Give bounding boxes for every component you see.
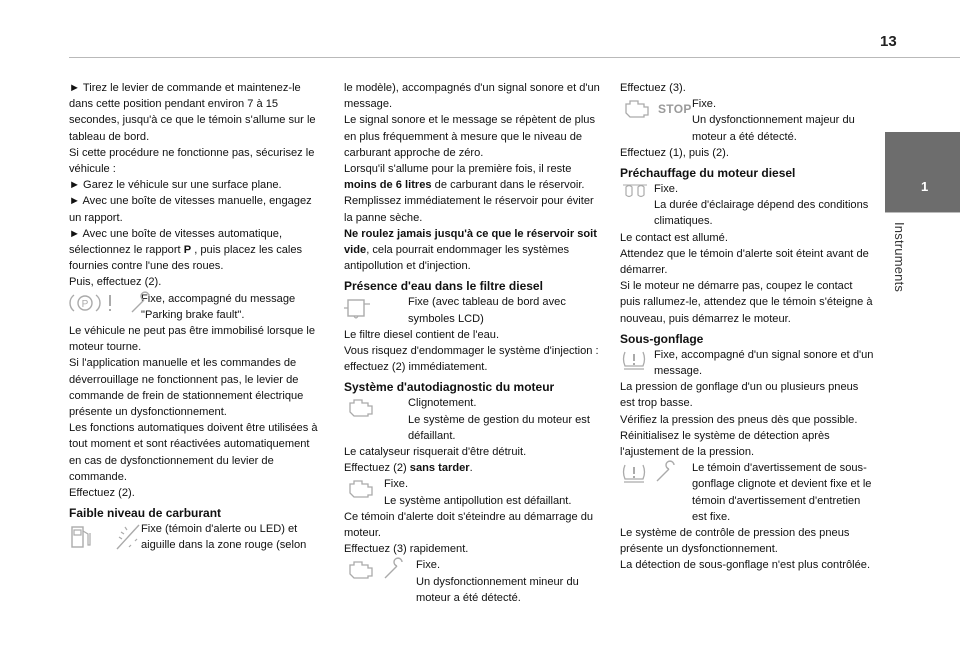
paragraph: Ce témoin d'alerte doit s'éteindre au démarrage du moteur. <box>344 510 594 540</box>
paragraph: Puis, effectuez (2). <box>69 276 162 289</box>
paragraph: Si cette procédure ne fonctionne pas, sécurisez le véhicule : <box>69 146 315 176</box>
engine-wrench-icons <box>344 557 408 589</box>
heading-low-fuel: Faible niveau de carburant <box>69 506 222 521</box>
warning-exclamation-icon <box>107 291 113 315</box>
paragraph: Réinitialisez le système de détection après l'ajustement de la pression. <box>620 429 830 459</box>
paragraph <box>344 226 603 275</box>
water-filter-icons <box>344 294 374 326</box>
section-title <box>891 222 907 317</box>
paragraph: Attendez que le témoin d'alerte soit éteint avant de démarrer. <box>620 247 869 277</box>
paragraph: Si l'application manuelle et les commandes de déverrouillage ne fonctionnent pas, le levier de commande de frein de stationnement électrique présente un dysfonctionnement. <box>69 357 304 419</box>
wrench-icon <box>129 291 153 315</box>
engine-icon <box>620 96 652 122</box>
text: Un dysfonctionnement mineur du moteur a été détecté. <box>416 575 579 604</box>
svg-text:P: P <box>81 298 89 310</box>
heading-diesel-preheating: Préchauffage du moteur diesel <box>620 166 796 181</box>
heading-engine-self-diagnosis: Système d'autodiagnostic du moteur <box>344 380 555 395</box>
engine-icon <box>344 557 376 583</box>
tyre-pressure-icons <box>620 347 648 379</box>
tyre-pressure-icon <box>620 460 648 486</box>
engine-icons <box>344 476 376 508</box>
column-2 <box>344 80 603 606</box>
bold-text: moins de 6 litres <box>344 179 432 192</box>
section-title-text: Instruments <box>892 222 907 293</box>
indicator-description <box>344 476 603 508</box>
paragraph: Le véhicule ne peut pas être immobilisé lorsque le moteur tourne. <box>69 325 316 354</box>
tab-divider <box>885 212 960 213</box>
text: Fixe. <box>692 98 717 111</box>
bold-text: P <box>183 244 192 257</box>
paragraph: Le catalyseur risquerait d'être détruit. <box>344 446 527 459</box>
wrench-icon <box>654 460 680 484</box>
paragraph: ► Avec une boîte de vitesses manuelle, engagez un rapport. <box>69 195 312 224</box>
section-tab[interactable] <box>885 132 960 212</box>
indicator-row <box>344 476 603 508</box>
text: de carburant dans le réservoir. Remplissez immédiatement le réservoir pour éviter la panne sèche. <box>344 179 594 224</box>
paragraph: le modèle), accompagnés d'un signal sonore et d'un message. <box>344 82 600 111</box>
text: Un dysfonctionnement majeur du moteur a été détecté. <box>692 114 855 143</box>
diesel-filter-icon <box>344 294 374 322</box>
text: Lorsqu'il s'allume pour la première fois, il reste <box>344 163 572 176</box>
paragraph: Vous risquez d'endommager le système d'injection : effectuez (2) immédiatement. <box>344 345 599 374</box>
indicator-row <box>620 347 874 379</box>
low-fuel-icons <box>69 521 143 553</box>
indicator-description: Fixe (avec tableau de bord avec symboles LCD) <box>408 296 566 325</box>
paragraph: Le système de contrôle de pression des pneus présente un dysfonctionnement. <box>620 527 850 556</box>
bold-text: sans tarder <box>409 462 470 475</box>
paragraph: La détection de sous-gonflage n'est plus contrôlée. <box>620 559 871 572</box>
fuel-pump-icon <box>69 521 93 551</box>
text: Effectuez (2) <box>344 462 410 475</box>
column-3 <box>620 80 874 574</box>
text: Fixe. <box>384 478 409 491</box>
engine-stop-icons <box>620 96 692 128</box>
text: Le système antipollution est défaillant. <box>384 494 572 507</box>
bold-text: Ne roulez jamais jusqu'à ce que le réservoir soit vide <box>344 227 597 257</box>
paragraph: Les fonctions automatiques doivent être utilisées à tout moment et sont réactivées automatiquement en cas de dysfonctionnement du levier de commande. <box>69 422 318 483</box>
indicator-row <box>620 460 874 525</box>
paragraph: Le filtre diesel contient de l'eau. <box>344 328 500 341</box>
indicator-description: Fixe (témoin d'alerte ou LED) et aiguille dans la zone rouge (selon <box>141 523 307 552</box>
heading-water-in-diesel-filter: Présence d'eau dans le filtre diesel <box>344 279 543 294</box>
paragraph: Le signal sonore et le message se répètent de plus en plus fréquemment à mesure que le niveau de carburant approche de zéro. <box>344 114 596 159</box>
text: , cela pourrait endommager les systèmes antipollution et d'injection. <box>344 244 570 273</box>
indicator-description <box>344 395 603 444</box>
wrench-icon <box>382 557 408 581</box>
header-rule <box>69 57 960 58</box>
indicator-row <box>344 395 603 444</box>
text: Le système de gestion du moteur est défaillant. <box>408 413 590 442</box>
paragraph: Effectuez (3) rapidement. <box>344 543 469 556</box>
column-1 <box>69 80 323 554</box>
paragraph <box>344 460 603 476</box>
text: Fixe. <box>416 559 441 572</box>
indicator-row <box>69 291 323 323</box>
indicator-row <box>69 521 323 553</box>
indicator-row <box>620 181 874 230</box>
engine-icon <box>344 395 376 421</box>
paragraph <box>69 226 323 275</box>
indicator-row <box>344 557 603 606</box>
text: Fixe. <box>654 183 679 196</box>
stop-icon: STOP <box>658 102 692 117</box>
text: La durée d'éclairage dépend des conditions climatiques. <box>654 199 869 228</box>
text: Clignotement. <box>408 397 477 410</box>
engine-icon <box>344 476 376 502</box>
text: ► Avec une boîte de vitesses automatique, sélectionnez le rapport <box>69 227 283 257</box>
paragraph: Effectuez (3). <box>620 82 686 94</box>
indicator-row <box>620 96 874 145</box>
indicator-description <box>620 181 874 230</box>
paragraph: Vérifiez la pression des pneus dès que possible. <box>620 413 858 426</box>
tyre-pressure-icon <box>620 347 648 373</box>
engine-icons <box>344 395 376 427</box>
text: , puis placez les cales fournies contre l'une des roues. <box>69 244 303 273</box>
section-tab-number: 1 <box>921 179 929 194</box>
tyre-pressure-wrench-icons <box>620 460 680 492</box>
preheating-icons <box>620 181 650 213</box>
paragraph: La pression de gonflage d'un ou plusieurs pneus est trop basse. <box>620 381 859 410</box>
paragraph: ► Garez le véhicule sur une surface plane. <box>69 179 282 192</box>
paragraph: Effectuez (2). <box>69 487 135 500</box>
indicator-description: Fixe, accompagné du message "Parking brake fault". <box>141 292 296 321</box>
text: . <box>469 462 473 475</box>
paragraph: Si le moteur ne démarre pas, coupez le contact puis rallumez-le, attendez que le témoin s'éteigne à nouveau, puis démarrez le moteur. <box>620 280 873 325</box>
paragraph <box>344 161 603 226</box>
page-number: 13 <box>880 33 897 50</box>
fuel-gauge-icon <box>113 521 143 551</box>
glow-plug-icon <box>620 181 650 203</box>
indicator-description: Le témoin d'avertissement de sous-gonflage clignote et devient fixe et le témoin d'avertissement d'entretien est fixe. <box>692 462 872 523</box>
indicator-row <box>344 294 603 326</box>
paragraph: Effectuez (1), puis (2). <box>620 146 729 159</box>
heading-under-inflation: Sous-gonflage <box>620 331 704 346</box>
paragraph: ► Tirez le levier de commande et maintenez-le dans cette position pendant environ 7 à 15 secondes, jusqu'à ce que le témoin s'allume sur le tableau de bord. <box>69 82 316 143</box>
indicator-description: Fixe, accompagné d'un signal sonore et d'un message. <box>654 348 874 378</box>
parking-brake-icon <box>69 291 101 315</box>
parking-brake-fault-icons <box>69 291 153 323</box>
paragraph: Le contact est allumé. <box>620 231 728 244</box>
